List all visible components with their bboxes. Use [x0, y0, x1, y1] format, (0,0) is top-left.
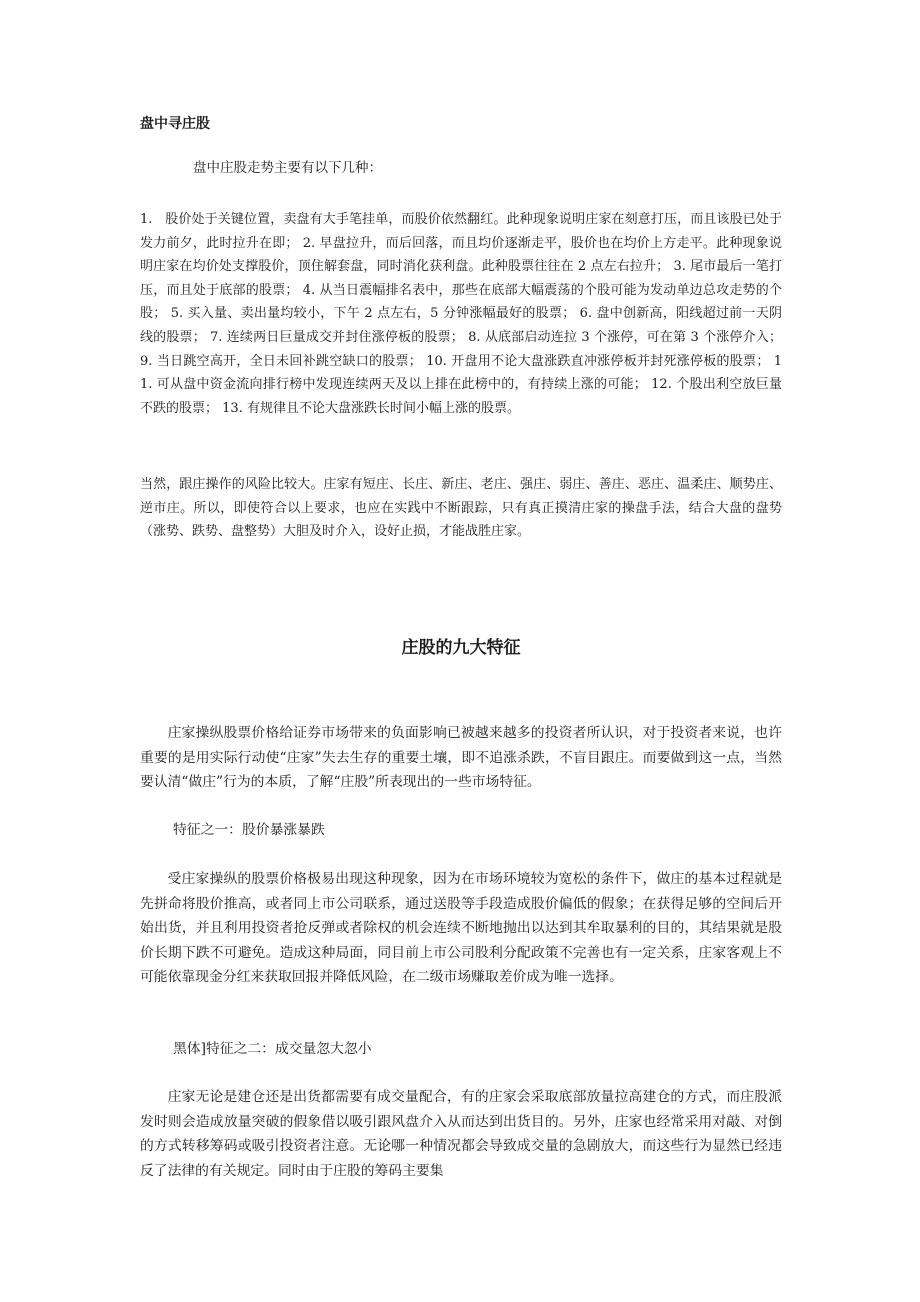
features-intro-paragraph: 庄家操纵股票价格给证券市场带来的负面影响已被越来越多的投资者所认识，对于投资者来说，也许重要的是用实际行动使“庄家”失去生存的重要土壤，即不追涨杀跌，不盲目跟庄。而要做到这一点，当然要认清“做庄”行为的本质，了解“庄股”所表现出的一些市场特征。 [140, 725, 782, 790]
list-item-number: 12. [651, 377, 672, 393]
list-item-number: 10. [426, 353, 447, 369]
list-item-number: 8. [468, 329, 481, 345]
list-item-text: 个股出利空放巨量不跌的股票； [140, 377, 782, 416]
list-item-number: 9. [140, 353, 153, 369]
risk-paragraph: 当然，跟庄操作的风险比较大。庄家有短庄、长庄、新庄、老庄、强庄、弱庄、善庄、恶庄、温柔庄、顺势庄、逆市庄。所以，即使符合以上要求，也应在实践中不断跟踪，只有真正摸清庄家的操盘手法，结合大盘的盘势（涨势、跌势、盘整势）大胆及时介入，设好止损，才能战胜庄家。 [140, 477, 782, 540]
list-item-number: 3. [673, 259, 686, 275]
feature-2-paragraph: 庄家无论是建仓还是出货都需要有成交量配合，有的庄家会采取底部放量拉高建仓的方式，而庄股派发时则会造成放量突破的假象借以吸引跟风盘介入从而达到出货目的。另外，庄家也经常采用对敲、对倒的方式转移筹码或吸引投资者注意。无论哪一种情况都会导致成交量的急剧放大，而这些行为显然已经违反了法律的有关规定。同时由于庄股的筹码主要集 [140, 1089, 782, 1179]
list-item-text: 当日跳空高开，全日未回补跳空缺口的股票； [156, 353, 422, 369]
list-item [210, 330, 464, 345]
list-item-text: 可从盘中资金流向排行榜中发现连续两天及以上排在此榜中的，有持续上涨的可能； [156, 377, 647, 393]
list-item-number: 7. [210, 329, 223, 345]
list-item-text: 尾市最后一笔打压，而且处于底部的股票； [140, 259, 782, 298]
feature-1-paragraph: 受庄家操纵的股票价格极易出现这种现象，因为在市场环境较为宽松的条件下，做庄的基本过程就是先拼命将股价推高，或者同上市公司联系，通过送股等手段造成股价偏低的假象；在获得足够的空间后开始出货，并且利用投资者抢反弹或者除权的机会连续不断地抛出以达到其牟取暴利的目的，其结果就是股价长期下跌不可避免。造成这种局面，同目前上市公司股利分配政策不完善也有一定关系，庄家客观上不可能依靠现金分红来获取回报并降低风险，在二级市场赚取差价成为唯一选择。 [140, 871, 782, 985]
list-item-number: 13. [222, 400, 243, 416]
list-item-text: 连续两日巨量成交并封住涨停板的股票； [226, 329, 464, 345]
list-item [171, 306, 576, 321]
section-intro-text: 盘中庄股走势主要有以下几种： [193, 160, 382, 176]
list-item-text: 股价处于关键位置，卖盘有大手笔挂单，而股价依然翻红。此种现象说明庄家在刻意打压，而且该股已处于发力前夕，此时拉升在即； [140, 212, 782, 251]
list-item-number: 1. [140, 212, 153, 227]
list-item-number: 2. [302, 235, 316, 251]
section-title-nine-features: 庄股的九大特征 [401, 638, 521, 658]
list-item [468, 330, 782, 345]
list-item-number: 6. [579, 306, 593, 322]
numbered-list-paragraph [140, 208, 782, 420]
list-item-text: 盘中创新高，阳线超过前一天阴线的股票； [140, 306, 782, 345]
list-item [426, 354, 769, 369]
list-item-number: 4. [302, 282, 316, 298]
list-item-text: 早盘拉升，而后回落，而且均价逐渐走平，股价也在均价上方走平。此种现象说明庄家在均价处支撑股价，顶住解套盘，同时消化获利盘。此种股票往往在 2 点左右拉升； [140, 235, 782, 275]
list-item-text: 从当日震幅排名表中，那些在底部大幅震荡的个股可能为发动单边总攻走势的个股； [140, 282, 782, 322]
list-item-text: 买入量、卖出量均较小，下午 2 点左右，5 分钟涨幅最好的股票； [187, 306, 576, 322]
list-item-text: 开盘用不论大盘涨跌直冲涨停板并封死涨停板的股票； [451, 353, 770, 369]
list-item-number: 5. [170, 306, 184, 322]
section-title-intraday: 盘中寻庄股 [140, 116, 210, 132]
list-item-text: 从底部启动连拉 3 个涨停，可在第 3 个涨停介入； [484, 329, 782, 345]
list-item [140, 354, 422, 369]
feature-1-heading: 特征之一：股价暴涨暴跌 [173, 822, 325, 838]
list-item [222, 401, 520, 416]
list-item-number: 11. [140, 353, 783, 393]
list-item-text: 有规律且不论大盘涨跌长时间小幅上涨的股票。 [246, 400, 520, 416]
feature-2-heading: 黑体]特征之二：成交量忽大忽小 [173, 1041, 372, 1057]
